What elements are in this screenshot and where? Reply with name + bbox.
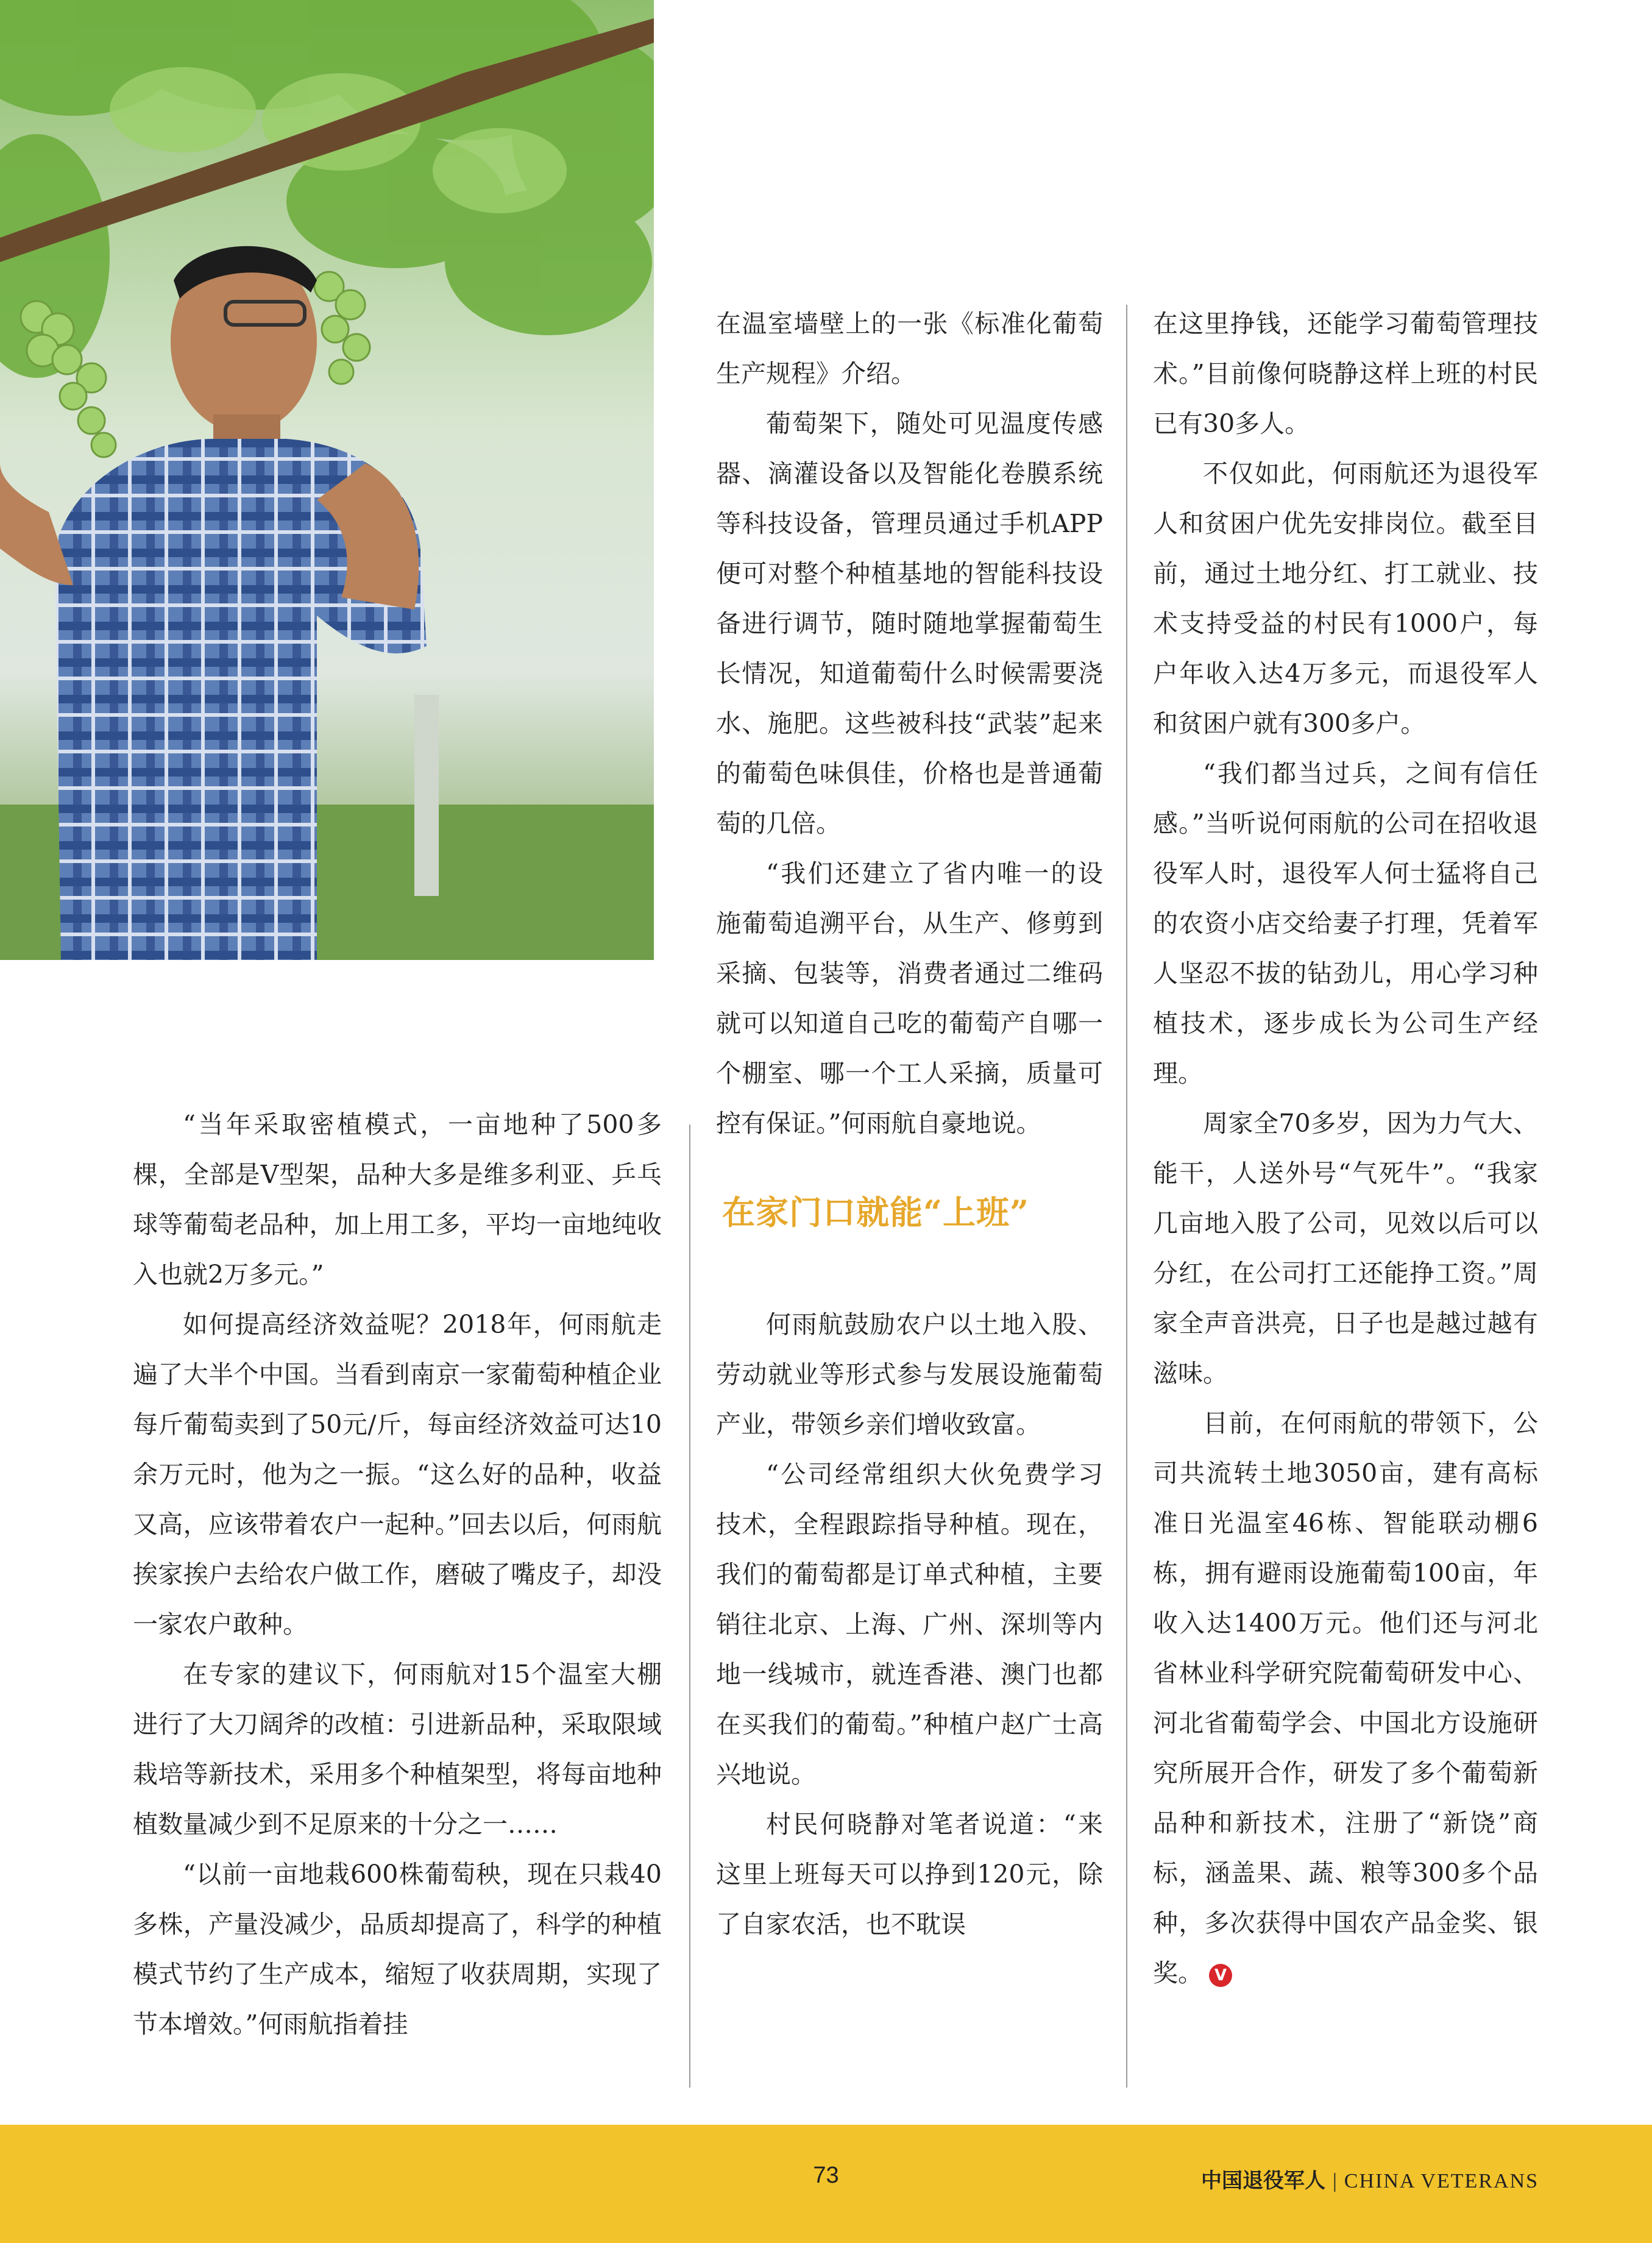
magazine-name-en: CHINA VETERANS [1344,2170,1539,2192]
paragraph: “我们都当过兵，之间有信任感。”当听说何雨航的公司在招收退役军人时，退役军人何士猛将自己的农资小店交给妻子打理，凭着军人坚忍不拔的钻劲儿，用心学习种植技术，逐步成长为公司生产经理。 [1153,759,1538,1088]
article-photo [0,0,654,960]
paragraph: “以前一亩地栽600株葡萄秧，现在只栽40多株，产量没减少，品质却提高了，科学的种植模式节约了生产成本，缩短了收获周期，实现了节本增效。”何雨航指着挂 [133,1860,662,2039]
photo-illustration [0,0,654,960]
column-divider [1126,305,1127,2088]
paragraph: “我们还建立了省内唯一的设施葡萄追溯平台，从生产、修剪到采摘、包装等，消费者通过二维码就可以知道自己吃的葡萄产自哪一个棚室、哪一个工人采摘，质量可控有保证。”何雨航自豪地说。 [716,859,1103,1138]
paragraph: 何雨航鼓励农户以土地入股、劳动就业等形式参与发展设施葡萄产业，带领乡亲们增收致富。 [716,1310,1103,1439]
paragraph: “公司经常组织大伙免费学习技术，全程跟踪指导种植。现在，我们的葡萄都是订单式种植，主要销往北京、上海、广州、深圳等内地一线城市，就连香港、澳门也都在买我们的葡萄。”种植户赵广士高兴地说。 [716,1460,1103,1789]
magazine-name [1201,2164,1539,2194]
paragraph-final [1153,1398,1538,1998]
paragraph-continuation: 在温室墙壁上的一张《标准化葡萄生产规程》介绍。 [716,309,1103,388]
paragraph: 村民何晓静对笔者说道：“来这里上班每天可以挣到120元，除了自家农活，也不耽误 [716,1810,1103,1939]
separator: | [1332,2170,1337,2192]
section-heading: 在家门口就能“上班” [722,1193,1030,1232]
column-1 [133,1100,662,2049]
magazine-name-cn: 中国退役军人 [1200,2169,1325,2193]
column-3 [1153,299,1538,1998]
paragraph-continuation: 在这里挣钱，还能学习葡萄管理技术。”目前像何晓静这样上班的村民已有30多人。 [1153,309,1538,438]
paragraph: 不仅如此，何雨航还为退役军人和贫困户优先安排岗位。截至目前，通过土地分红、打工就业、技术支持受益的村民有1000户，每户年收入达4万多元，而退役军人和贫困户就有300多户。 [1153,459,1538,738]
footer-band [0,2125,1652,2243]
page-number: 73 [813,2163,839,2188]
column-divider [689,1125,690,2088]
paragraph: “当年采取密植模式，一亩地种了500多棵，全部是V型架，品种大多是维多利亚、乒乓球等葡萄老品种，加上用工多，平均一亩地纯收入也就2万多元。” [133,1110,662,1289]
paragraph-text: 目前，在何雨航的带领下，公司共流转土地3050亩，建有高标准日光温室46栋、智能联动棚6栋，拥有避雨设施葡萄100亩，年收入达1400万元。他们还与河北省林业科学研究院葡萄研发中心、河北省葡萄学会、中国北方设施研究所展开合作，研发了多个葡萄新品种和新技术，注册了“新饶”商标，涵盖果、蔬、粮等300多个品种，多次获得中国农产品金奖、银奖。 [1153,1409,1538,1988]
paragraph: 周家全70多岁，因为力气大、能干，人送外号“气死牛”。“我家几亩地入股了公司，见效以后可以分红，在公司打工还能挣工资。”周家全声音洪亮，日子也是越过越有滋味。 [1153,1109,1538,1388]
paragraph: 葡萄架下，随处可见温度传感器、滴灌设备以及智能化卷膜系统等科技设备，管理员通过手机APP便可对整个种植基地的智能科技设备进行调节，随时随地掌握葡萄生长情况，知道葡萄什么时候需要浇水、施肥。这些被科技“武装”起来的葡萄色味俱佳，价格也是普通葡萄的几倍。 [716,409,1103,838]
paragraph: 在专家的建议下，何雨航对15个温室大棚进行了大刀阔斧的改植：引进新品种，采取限域栽培等新技术，采用多个种植架型，将每亩地种植数量减少到不足原来的十分之一…… [133,1660,662,1839]
column-2 [716,299,1103,1949]
paragraph: 如何提高经济效益呢？2018年，何雨航走遍了大半个中国。当看到南京一家葡萄种植企业每斤葡萄卖到了50元/斤，每亩经济效益可达10余万元时，他为之一振。“这么好的品种，收益又高，应该带着农户一起种。”回去以后，何雨航挨家挨户去给农户做工作，磨破了嘴皮子，却没一家农户敢种。 [133,1310,662,1639]
end-mark-icon: V [1209,1964,1232,1987]
